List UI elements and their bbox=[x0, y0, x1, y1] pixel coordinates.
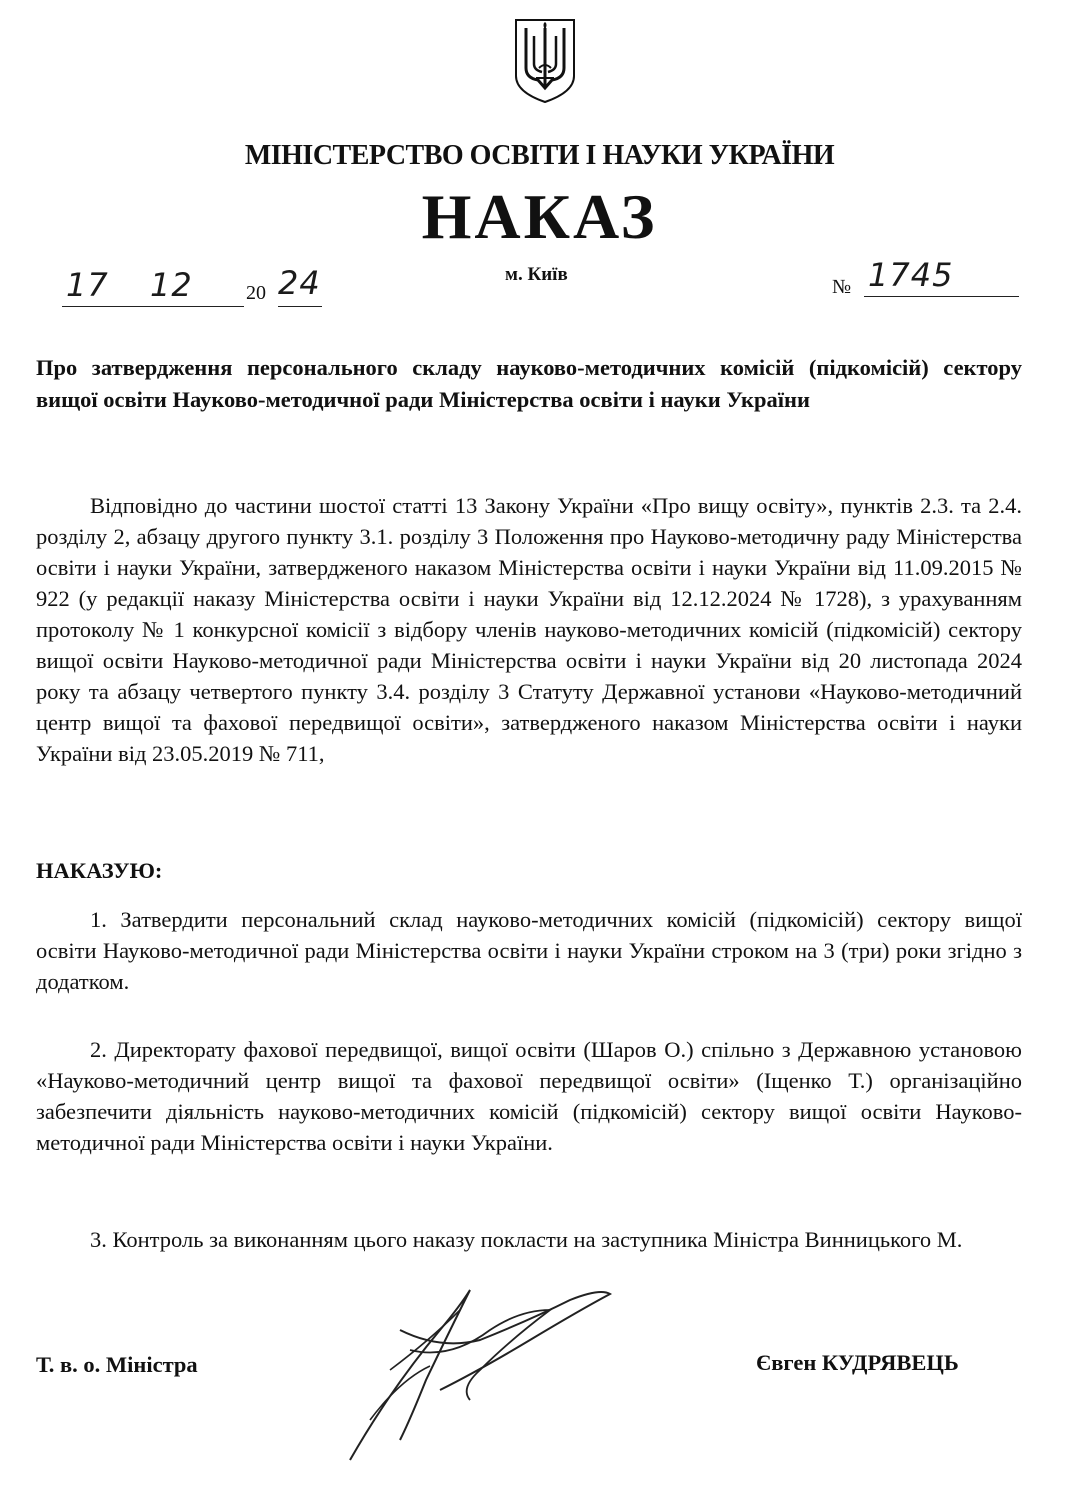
signatory-name: Євген КУДРЯВЕЦЬ bbox=[756, 1350, 959, 1375]
date-month: 12 bbox=[150, 266, 193, 304]
decree-label: НАКАЗУЮ: bbox=[36, 858, 163, 883]
preamble: Відповідно до частини шостої статті 13 Закону України «Про вищу освіту», пунктів 2.3. та 2.4. розділу 2, абзацу другого пункту 3.1. розділу 3 Положення про Науково-методичну раду Міністерства освіти і науки України, затвердженого наказом Міністерства освіти і науки України від 11.09.2015 № 922 (у редакції наказу Міністерства освіти і науки України від 12.12.2024 № 1728), з урахуванням протоколу № 1 конкурсної комісії з відбору членів науково-методичних комісій (підкомісій) сектору вищої освіти Науково-методичної ради Міністерства освіти і науки України від 20 листопада 2024 року та абзацу четвертого пункту 3.4. розділу 3 Статуту Державної установи «Науково-методичний центр вищої та фахової передвищої освіти», затвердженого наказом Міністерства освіти і науки України від 23.05.2019 № 711, bbox=[36, 493, 1022, 766]
ministry-name: МІНІСТЕРСТВО ОСВІТИ І НАУКИ УКРАЇНИ bbox=[244, 140, 835, 171]
order-item-2: 2. Директорату фахової передвищої, вищої освіти (Шаров О.) спільно з Державною установою «Науково-методичний центр вищої та фахової передвищої освіти» (Іщенко Т.) організаційно забезпечити діяльність науково-методичних комісій (підкомісій) сектору вищої освіти Науково-методичної ради Міністерства освіти і науки України. bbox=[36, 1037, 1022, 1155]
city: м. Київ bbox=[505, 264, 568, 285]
order-title: Про затвердження персонального складу науково-методичних комісій (підкомісій) сектору вищої освіти Науково-методичної ради Міністерства освіти і науки України bbox=[36, 355, 1022, 412]
order-item-1: 1. Затвердити персональний склад науково-методичних комісій (підкомісій) сектору вищої освіти Науково-методичної ради Міністерства освіти і науки України строком на 3 (три) роки згідно з додатком. bbox=[36, 907, 1022, 994]
date-underline bbox=[62, 306, 244, 307]
signatory-role: Т. в. о. Міністра bbox=[36, 1352, 198, 1377]
number-underline bbox=[864, 296, 1019, 297]
date-year: 24 bbox=[278, 264, 321, 302]
year-underline bbox=[278, 306, 322, 307]
date-day: 17 bbox=[66, 266, 109, 304]
order-item-3: 3. Контроль за виконанням цього наказу покласти на заступника Міністра Винницького М. bbox=[90, 1227, 963, 1252]
document-type: НАКАЗ bbox=[421, 181, 658, 252]
number-sign: № bbox=[832, 276, 852, 298]
year-prefix: 20 bbox=[246, 282, 266, 304]
handwritten-signature bbox=[330, 1270, 620, 1470]
order-number: 1745 bbox=[868, 256, 954, 294]
coat-of-arms-icon bbox=[512, 14, 578, 106]
